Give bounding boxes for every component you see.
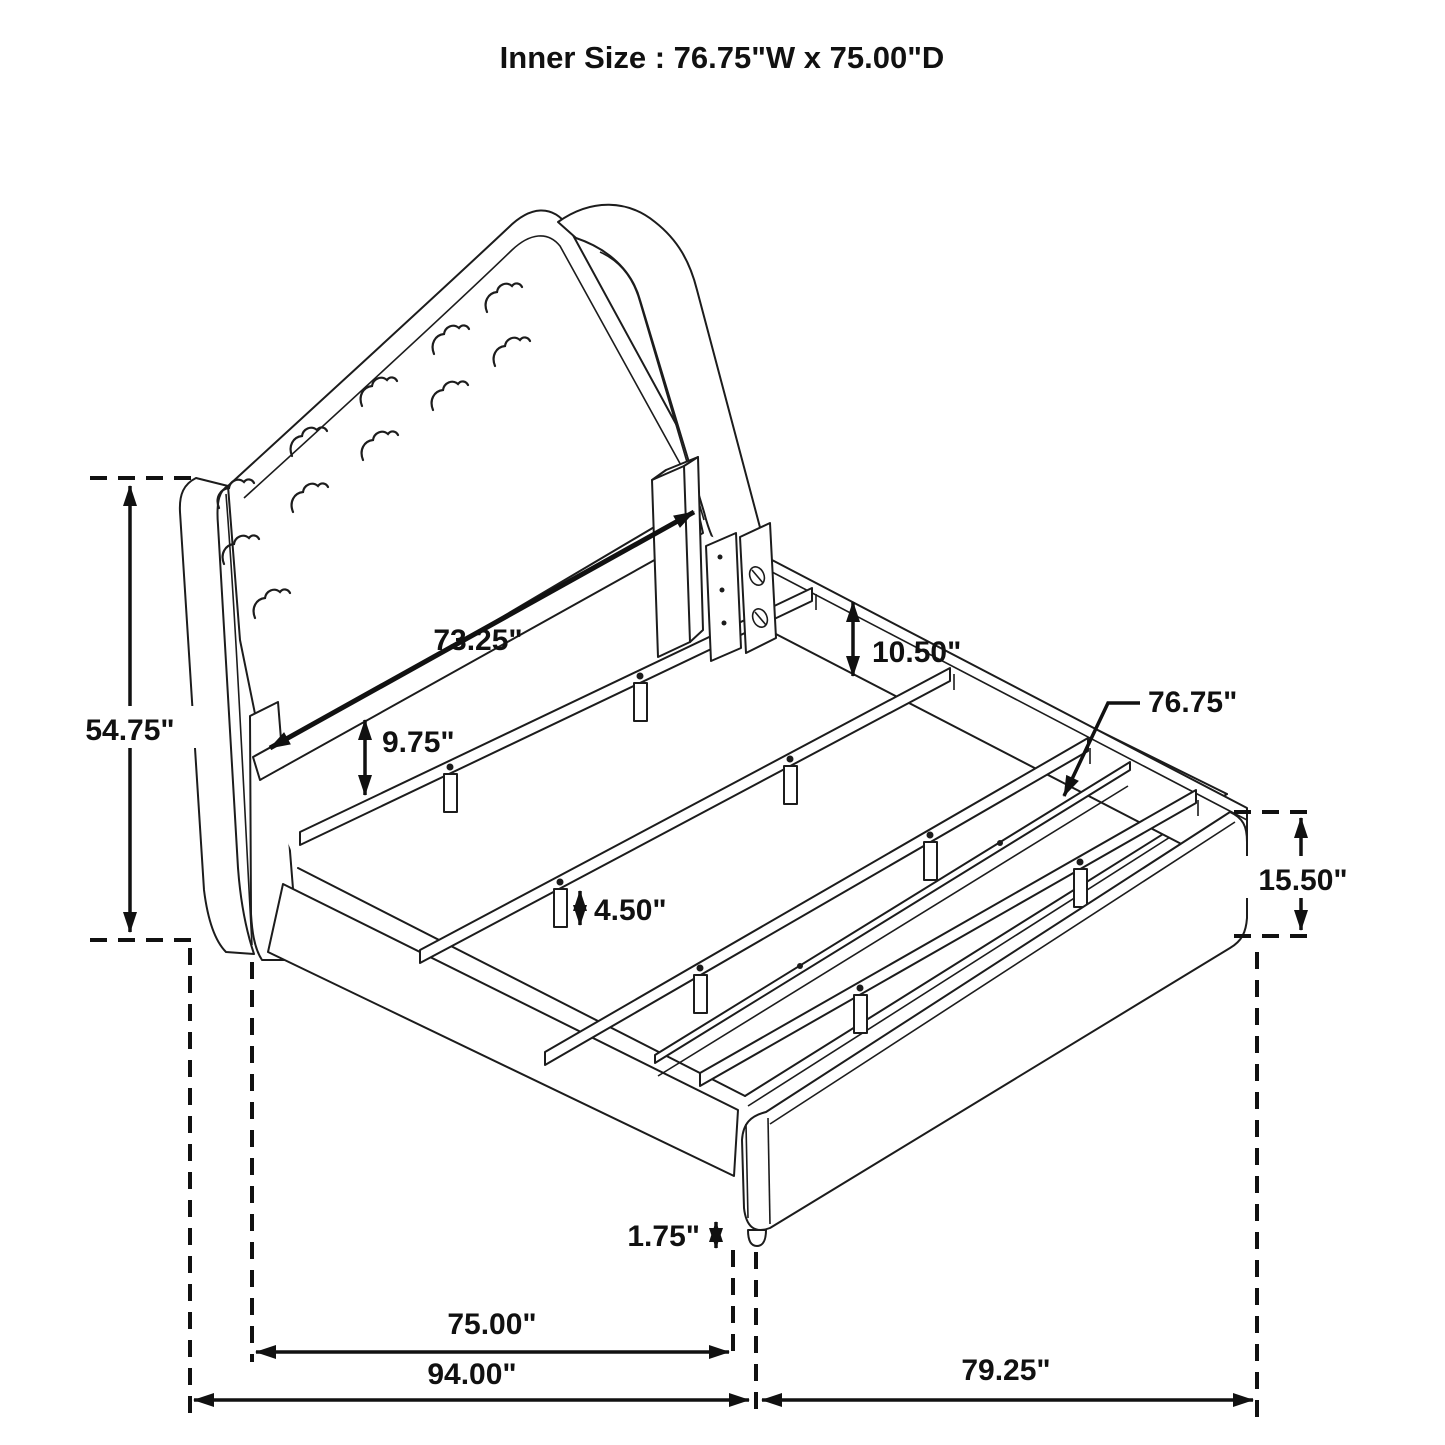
dim-label-slat-length: 76.75" [1148,686,1238,719]
dim-label-rail-to-slat-gap: 9.75" [382,726,455,759]
slat-leg [694,975,707,1013]
slat-leg [854,995,867,1033]
foot-glide [748,1230,766,1246]
dim-label-headboard-rail-length: 73.25" [433,624,523,657]
dim-label-slat-leg-height: 4.50" [594,894,667,927]
dim-label-overall-depth: 94.00" [427,1358,517,1391]
headboard-center-post [652,457,703,657]
dim-label-footboard-height: 15.50" [1258,864,1348,897]
dim-label-headboard-height: 54.75" [85,714,175,747]
dim-label-side-rail-height: 10.50" [872,636,962,669]
slat-leg [444,774,457,812]
dim-label-overall-width: 79.25" [961,1354,1051,1387]
slat-leg [634,683,647,721]
slat-leg [554,889,567,927]
slat-leg [924,842,937,880]
dim-label-foot-glide-height: 1.75" [627,1220,700,1253]
bed-frame-drawing [180,205,1247,1246]
slat-leg [784,766,797,804]
dim-label-inner-platform-depth: 75.00" [447,1308,537,1341]
slat-leg [1074,869,1087,907]
diagram-title: Inner Size : 76.75"W x 75.00"D [499,40,945,75]
